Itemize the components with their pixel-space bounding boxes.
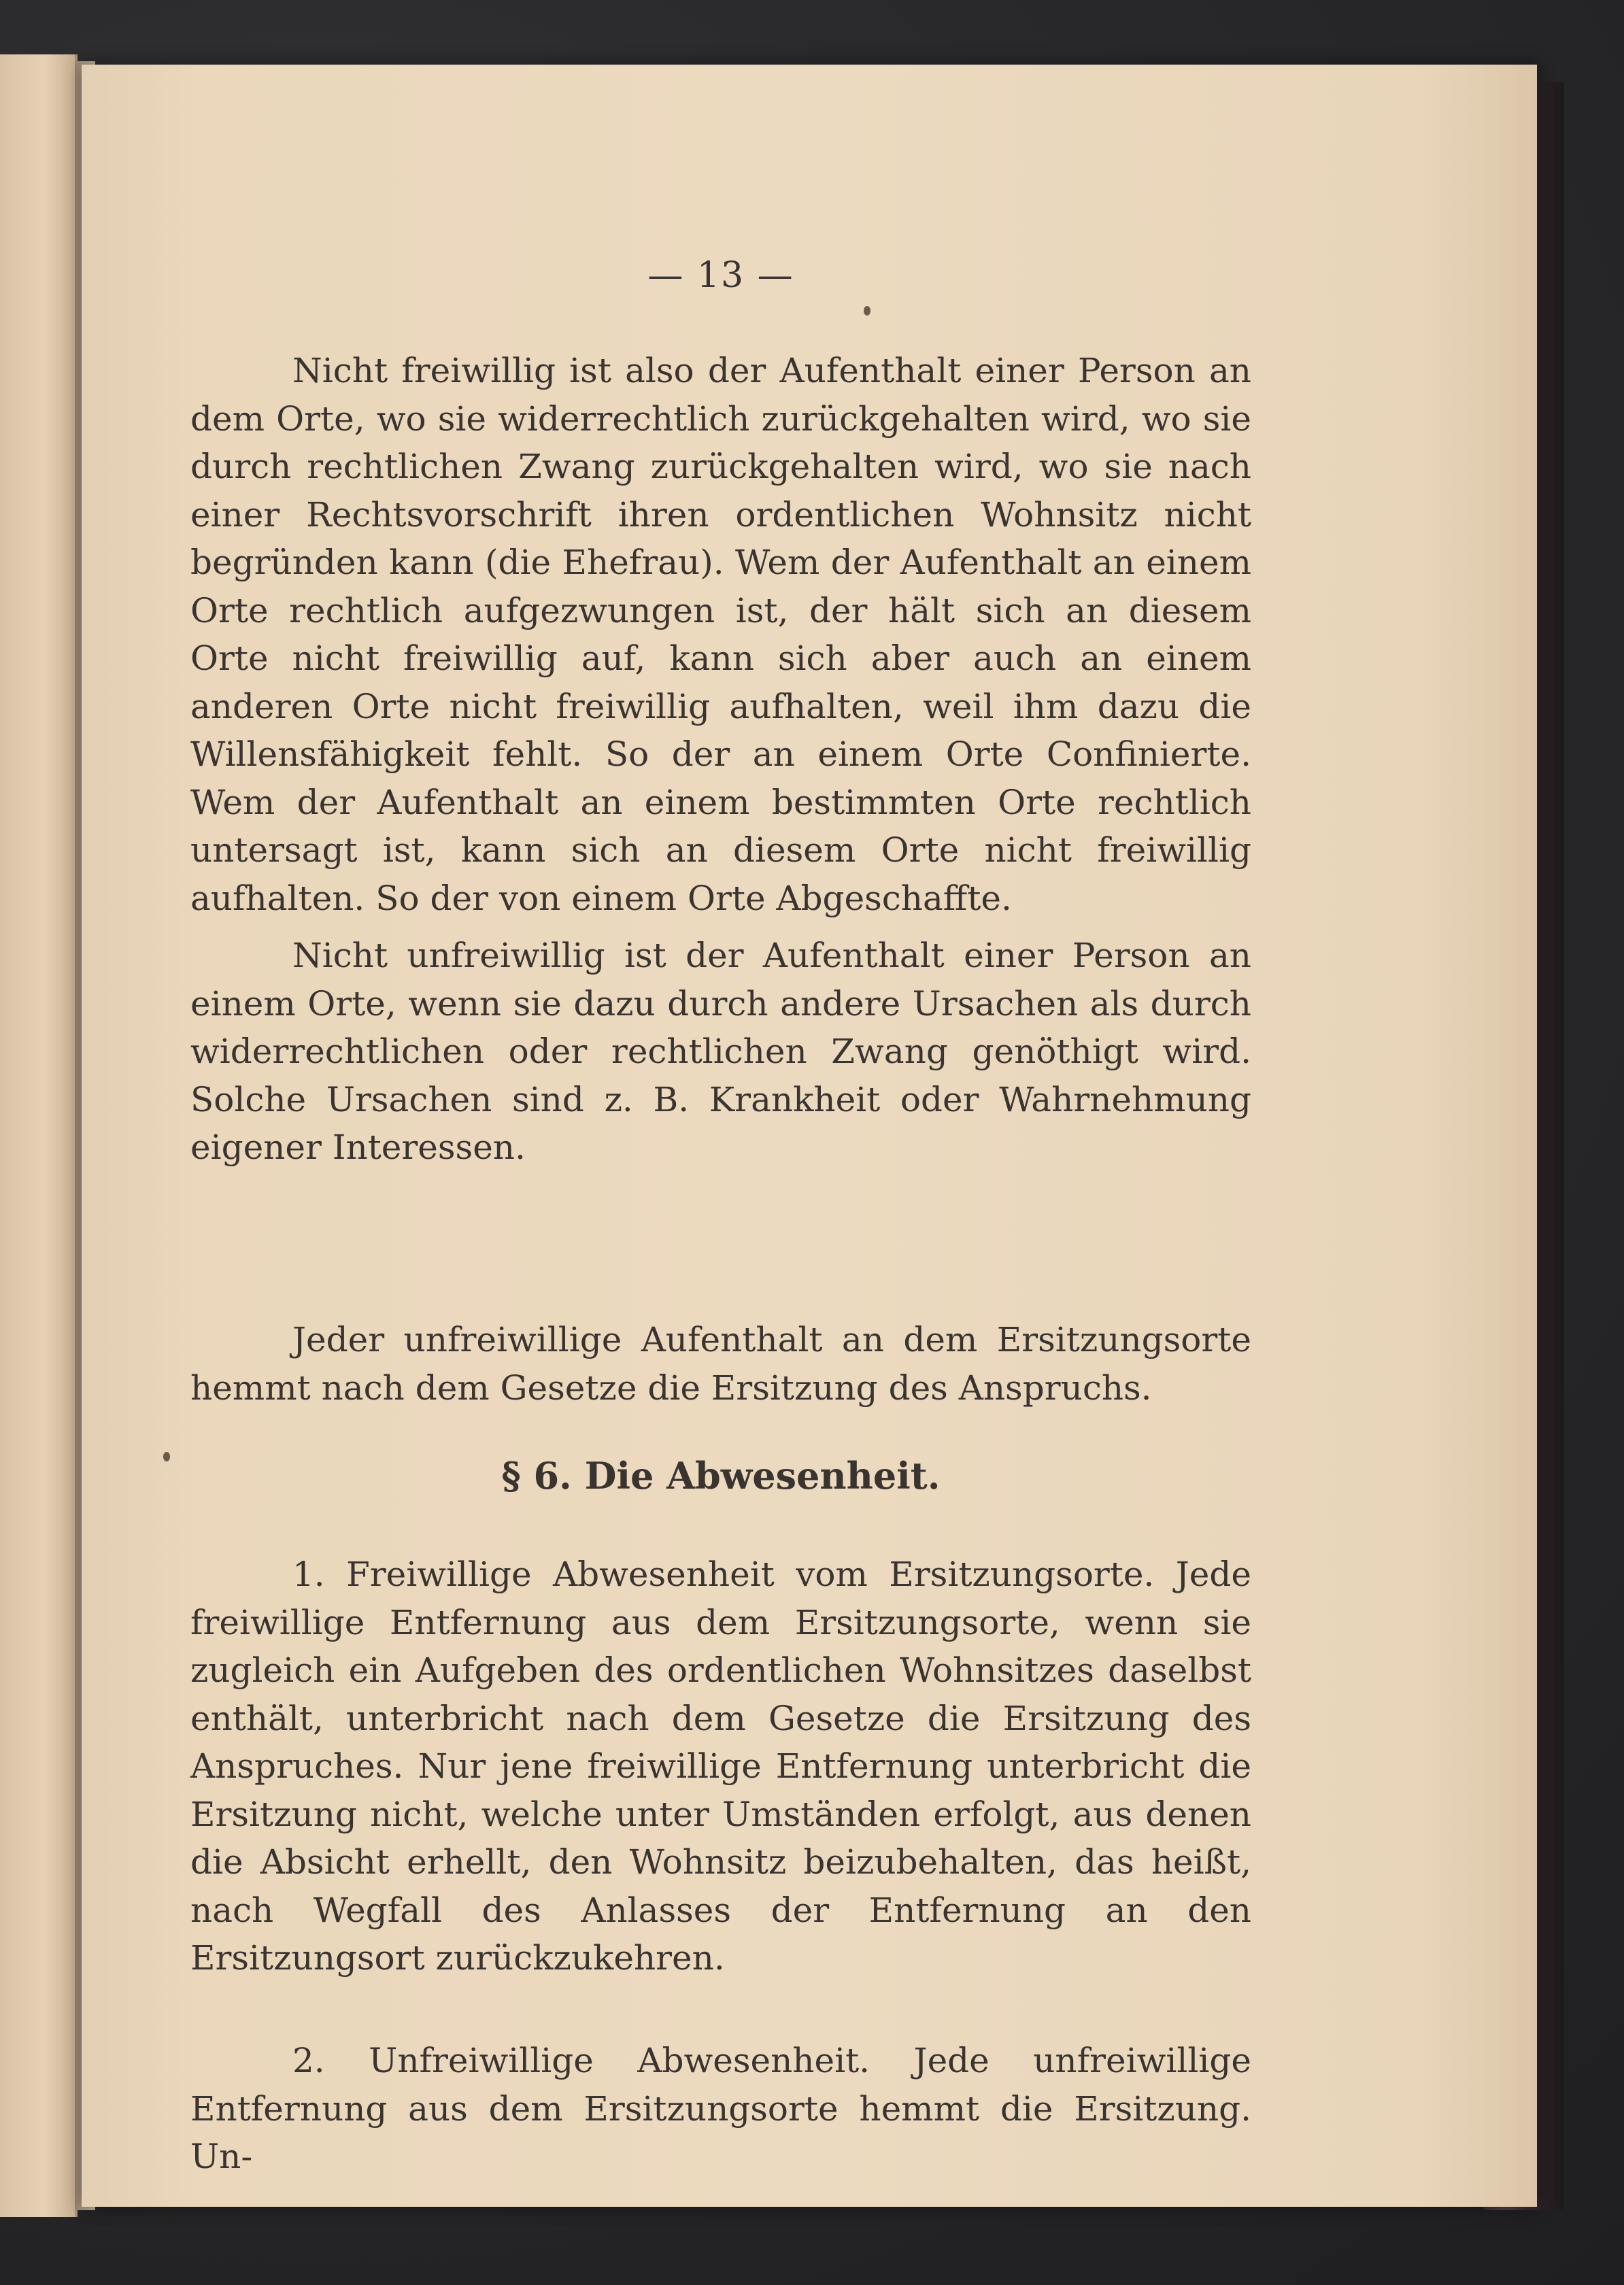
ink-speck xyxy=(864,306,870,316)
paragraph: 1. Freiwillige Abwesenheit vom Ersitzungsorte. Jede freiwillige Entfernung aus dem Ersitzungsorte, wenn sie zugleich ein Aufgeben des ordentlichen Wohnsitzes daselbst enthält, unterbricht nach dem Gesetze die Ersitzung des Anspruches. Nur jene freiwillige Entfernung unterbricht die Ersitzung nicht, welche unter Umständen erfolgt, aus denen die Absicht erhellt, den Wohnsitz beizubehalten, das heißt, nach Wegfall des Anlasses der Entfernung an den Ersitzungsort zurückzukehren. xyxy=(190,1555,1251,1978)
page-number: — 13 — xyxy=(647,255,794,296)
ink-speck xyxy=(163,1452,170,1461)
section-heading: § 6. Die Abwesenheit. xyxy=(501,1454,941,1497)
facing-page-edge xyxy=(0,54,78,2217)
paragraph: Jeder unfreiwillige Aufenthalt an dem Ersitzungsorte hemmt nach dem Gesetze die Ersitzung des Anspruchs. xyxy=(190,1320,1251,1408)
paragraph: 2. Unfreiwillige Abwesenheit. Jede unfreiwillige Entfernung aus dem Ersitzungsorte hemmt die Ersitzung. Un- xyxy=(190,2041,1251,2176)
paragraph: Nicht freiwillig ist also der Aufenthalt einer Person an dem Orte, wo sie widerrechtlich zurückgehalten wird, wo sie durch rechtlichen Zwang zurückgehalten wird, wo sie nach einer Rechtsvorschrift ihren ordentlichen Wohnsitz nicht begründen kann (die Ehefrau). Wem der Aufenthalt an einem Orte rechtlich aufgezwungen ist, der hält sich an diesem Orte nicht freiwillig auf, kann sich aber auch an einem anderen Orte nicht freiwillig aufhalten, weil ihm dazu die Willensfähigkeit fehlt. So der an einem Orte Confinierte. Wem der Aufenthalt an einem bestimmten Orte rechtlich untersagt ist, kann sich an diesem Orte nicht freiwillig aufhalten. So der von einem Orte Abgeschaffte. xyxy=(190,351,1251,918)
paragraph: Nicht unfreiwillig ist der Aufenthalt einer Person an einem Orte, wenn sie dazu durch andere Ursachen als durch widerrechtlichen oder rechtlichen Zwang genöthigt wird. Solche Ursachen sind z. B. Krankheit oder Wahrnehmung eigener Interessen. xyxy=(190,936,1251,1167)
